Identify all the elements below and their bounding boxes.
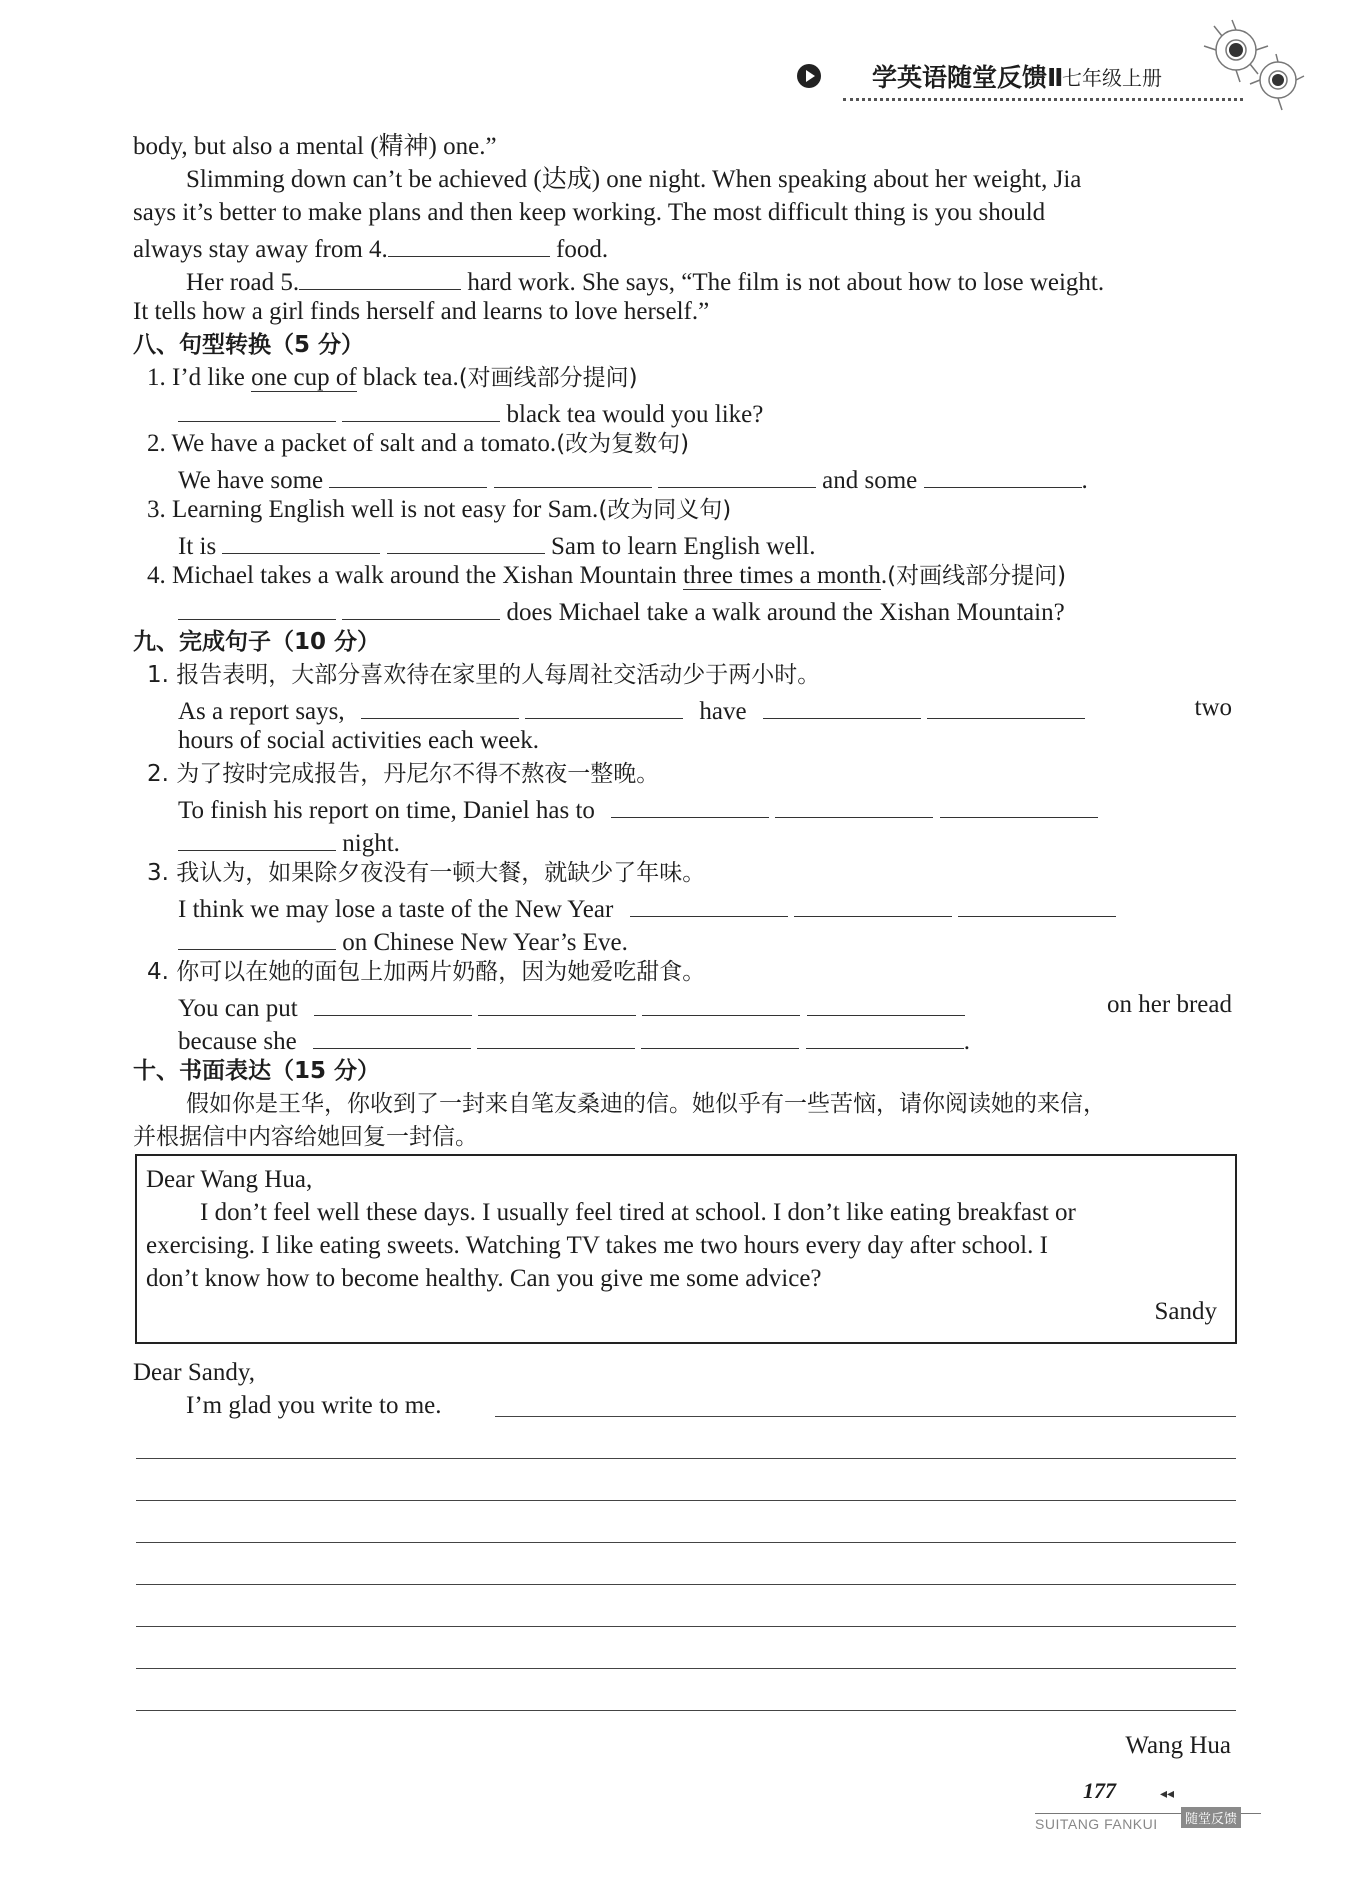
writing-line[interactable] (136, 1626, 1236, 1627)
answer-blank[interactable] (313, 1022, 471, 1049)
footer-brand-cn: 随堂反馈 (1181, 1807, 1241, 1828)
answer-blank[interactable] (342, 593, 500, 620)
s9-q1-line2: hours of social activities each week. (178, 727, 539, 754)
passage-line: Slimming down can’t be achieved (达成) one night. When speaking about her weight, Jia (186, 166, 1082, 193)
s9-q2-line2: night. (178, 824, 400, 860)
answer-blank[interactable] (314, 989, 472, 1016)
letter-line: exercising. I like eating sweets. Watching TV takes me two hours every day after school. I (146, 1232, 1048, 1259)
answer-blank[interactable] (478, 989, 636, 1016)
reply-start: I’m glad you write to me. (186, 1392, 442, 1419)
answer-blank[interactable] (658, 461, 816, 488)
letter-signature: Sandy (1154, 1298, 1217, 1325)
answer-blank[interactable] (775, 791, 933, 818)
footer-brand-en: SUITANG FANKUI (1035, 1816, 1158, 1832)
reply-signature: Wang Hua (1125, 1732, 1231, 1759)
writing-line[interactable] (136, 1542, 1236, 1543)
answer-blank[interactable] (641, 1022, 799, 1049)
reply-greeting: Dear Sandy, (133, 1359, 255, 1386)
answer-blank[interactable] (806, 1022, 964, 1049)
answer-blank[interactable] (222, 527, 380, 554)
s8-q3-answer: It is Sam to learn English well. (178, 527, 816, 563)
answer-blank[interactable] (299, 263, 461, 290)
answer-blank[interactable] (342, 395, 500, 422)
header-subtitle: 七年级上册 (1062, 66, 1162, 90)
s8-q1: 1. I’d like one cup of black tea.(对画线部分提问) (147, 364, 638, 391)
answer-blank[interactable] (642, 989, 800, 1016)
s10-instructions-line1: 假如你是王华，你收到了一封来自笔友桑迪的信。她似乎有一些苦恼，请你阅读她的来信， (186, 1091, 1106, 1117)
header-play-icon (797, 64, 821, 88)
s9-q2-answer: To finish his report on time, Daniel has to (178, 791, 1098, 827)
letter-line: I don’t feel well these days. I usually feel tired at school. I don’t like eating breakfast or (200, 1199, 1076, 1226)
answer-blank[interactable] (388, 230, 550, 257)
answer-blank[interactable] (763, 692, 921, 719)
writing-line[interactable] (136, 1668, 1236, 1669)
passage-line: Her road 5. hard work. She says, “The film is not about how to lose weight. (186, 263, 1104, 299)
answer-blank[interactable] (611, 791, 769, 818)
s9-q4-answer: You can put on her bread (178, 991, 1232, 1022)
header-dotted-rule (843, 98, 1243, 101)
s9-q1-answer: As a report says, have two (178, 694, 1232, 725)
s8-q4: 4. Michael takes a walk around the Xishan Mountain three times a month.(对画线部分提问) (147, 562, 1067, 589)
passage-line: says it’s better to make plans and then keep working. The most difficult thing is you should (133, 199, 1046, 226)
answer-blank[interactable] (525, 692, 683, 719)
writing-line[interactable] (136, 1710, 1236, 1711)
answer-blank[interactable] (940, 791, 1098, 818)
page-number: 177 (1083, 1778, 1116, 1803)
answer-blank[interactable] (387, 527, 545, 554)
s9-q4-cn: 4. 你可以在她的面包上加两片奶酪，因为她爱吃甜食。 (147, 959, 706, 985)
s9-q3-answer: I think we may lose a taste of the New Year (178, 890, 1116, 926)
s9-q1-cn: 1. 报告表明，大部分喜欢待在家里的人每周社交活动少于两小时。 (147, 662, 821, 688)
s8-q1-answer: black tea would you like? (178, 395, 763, 431)
answer-blank[interactable] (958, 890, 1116, 917)
passage-line: It tells how a girl finds herself and learns to love herself.” (133, 298, 710, 325)
s9-q3-cn: 3. 我认为，如果除夕夜没有一顿大餐，就缺少了年味。 (147, 860, 706, 886)
writing-line[interactable] (136, 1458, 1236, 1459)
s8-q3: 3. Learning English well is not easy for Sam.(改为同义句) (147, 496, 732, 523)
sunflower-decoration-icon (1196, 18, 1306, 125)
letter-line: don’t know how to become healthy. Can you give me some advice? (146, 1265, 822, 1292)
answer-blank[interactable] (794, 890, 952, 917)
section-9-title: 九、完成句子（10 分） (133, 629, 381, 655)
passage-line: always stay away from 4. food. (133, 230, 608, 266)
s8-q4-answer: does Michael take a walk around the Xishan Mountain? (178, 593, 1065, 629)
letter-greeting: Dear Wang Hua, (146, 1166, 313, 1193)
s8-q2-answer: We have some and some . (178, 461, 1088, 497)
answer-blank[interactable] (178, 395, 336, 422)
answer-blank[interactable] (178, 824, 336, 851)
header-title: 学英语随堂反馈Ⅱ (872, 63, 1064, 92)
answer-blank[interactable] (361, 692, 519, 719)
answer-blank[interactable] (924, 461, 1082, 488)
answer-blank[interactable] (477, 1022, 635, 1049)
writing-line[interactable] (495, 1416, 1236, 1417)
section-10-title: 十、书面表达（15 分） (133, 1058, 381, 1084)
s9-q4-line2: because she . (178, 1022, 970, 1058)
answer-blank[interactable] (494, 461, 652, 488)
answer-blank[interactable] (329, 461, 487, 488)
s9-q3-line2: on Chinese New Year’s Eve. (178, 923, 628, 959)
passage-line: body, but also a mental (精神) one.” (133, 133, 497, 160)
writing-line[interactable] (136, 1500, 1236, 1501)
answer-blank[interactable] (178, 923, 336, 950)
answer-blank[interactable] (807, 989, 965, 1016)
answer-blank[interactable] (927, 692, 1085, 719)
s8-q2: 2. We have a packet of salt and a tomato.(改为复数句) (147, 430, 690, 457)
double-arrow-left-icon: ◂◂ (1160, 1787, 1175, 1802)
answer-blank[interactable] (178, 593, 336, 620)
section-8-title: 八、句型转换（5 分） (133, 332, 365, 358)
s9-q2-cn: 2. 为了按时完成报告，丹尼尔不得不熬夜一整晚。 (147, 761, 660, 787)
answer-blank[interactable] (630, 890, 788, 917)
s10-instructions-line2: 并根据信中内容给她回复一封信。 (133, 1124, 478, 1150)
writing-line[interactable] (136, 1584, 1236, 1585)
